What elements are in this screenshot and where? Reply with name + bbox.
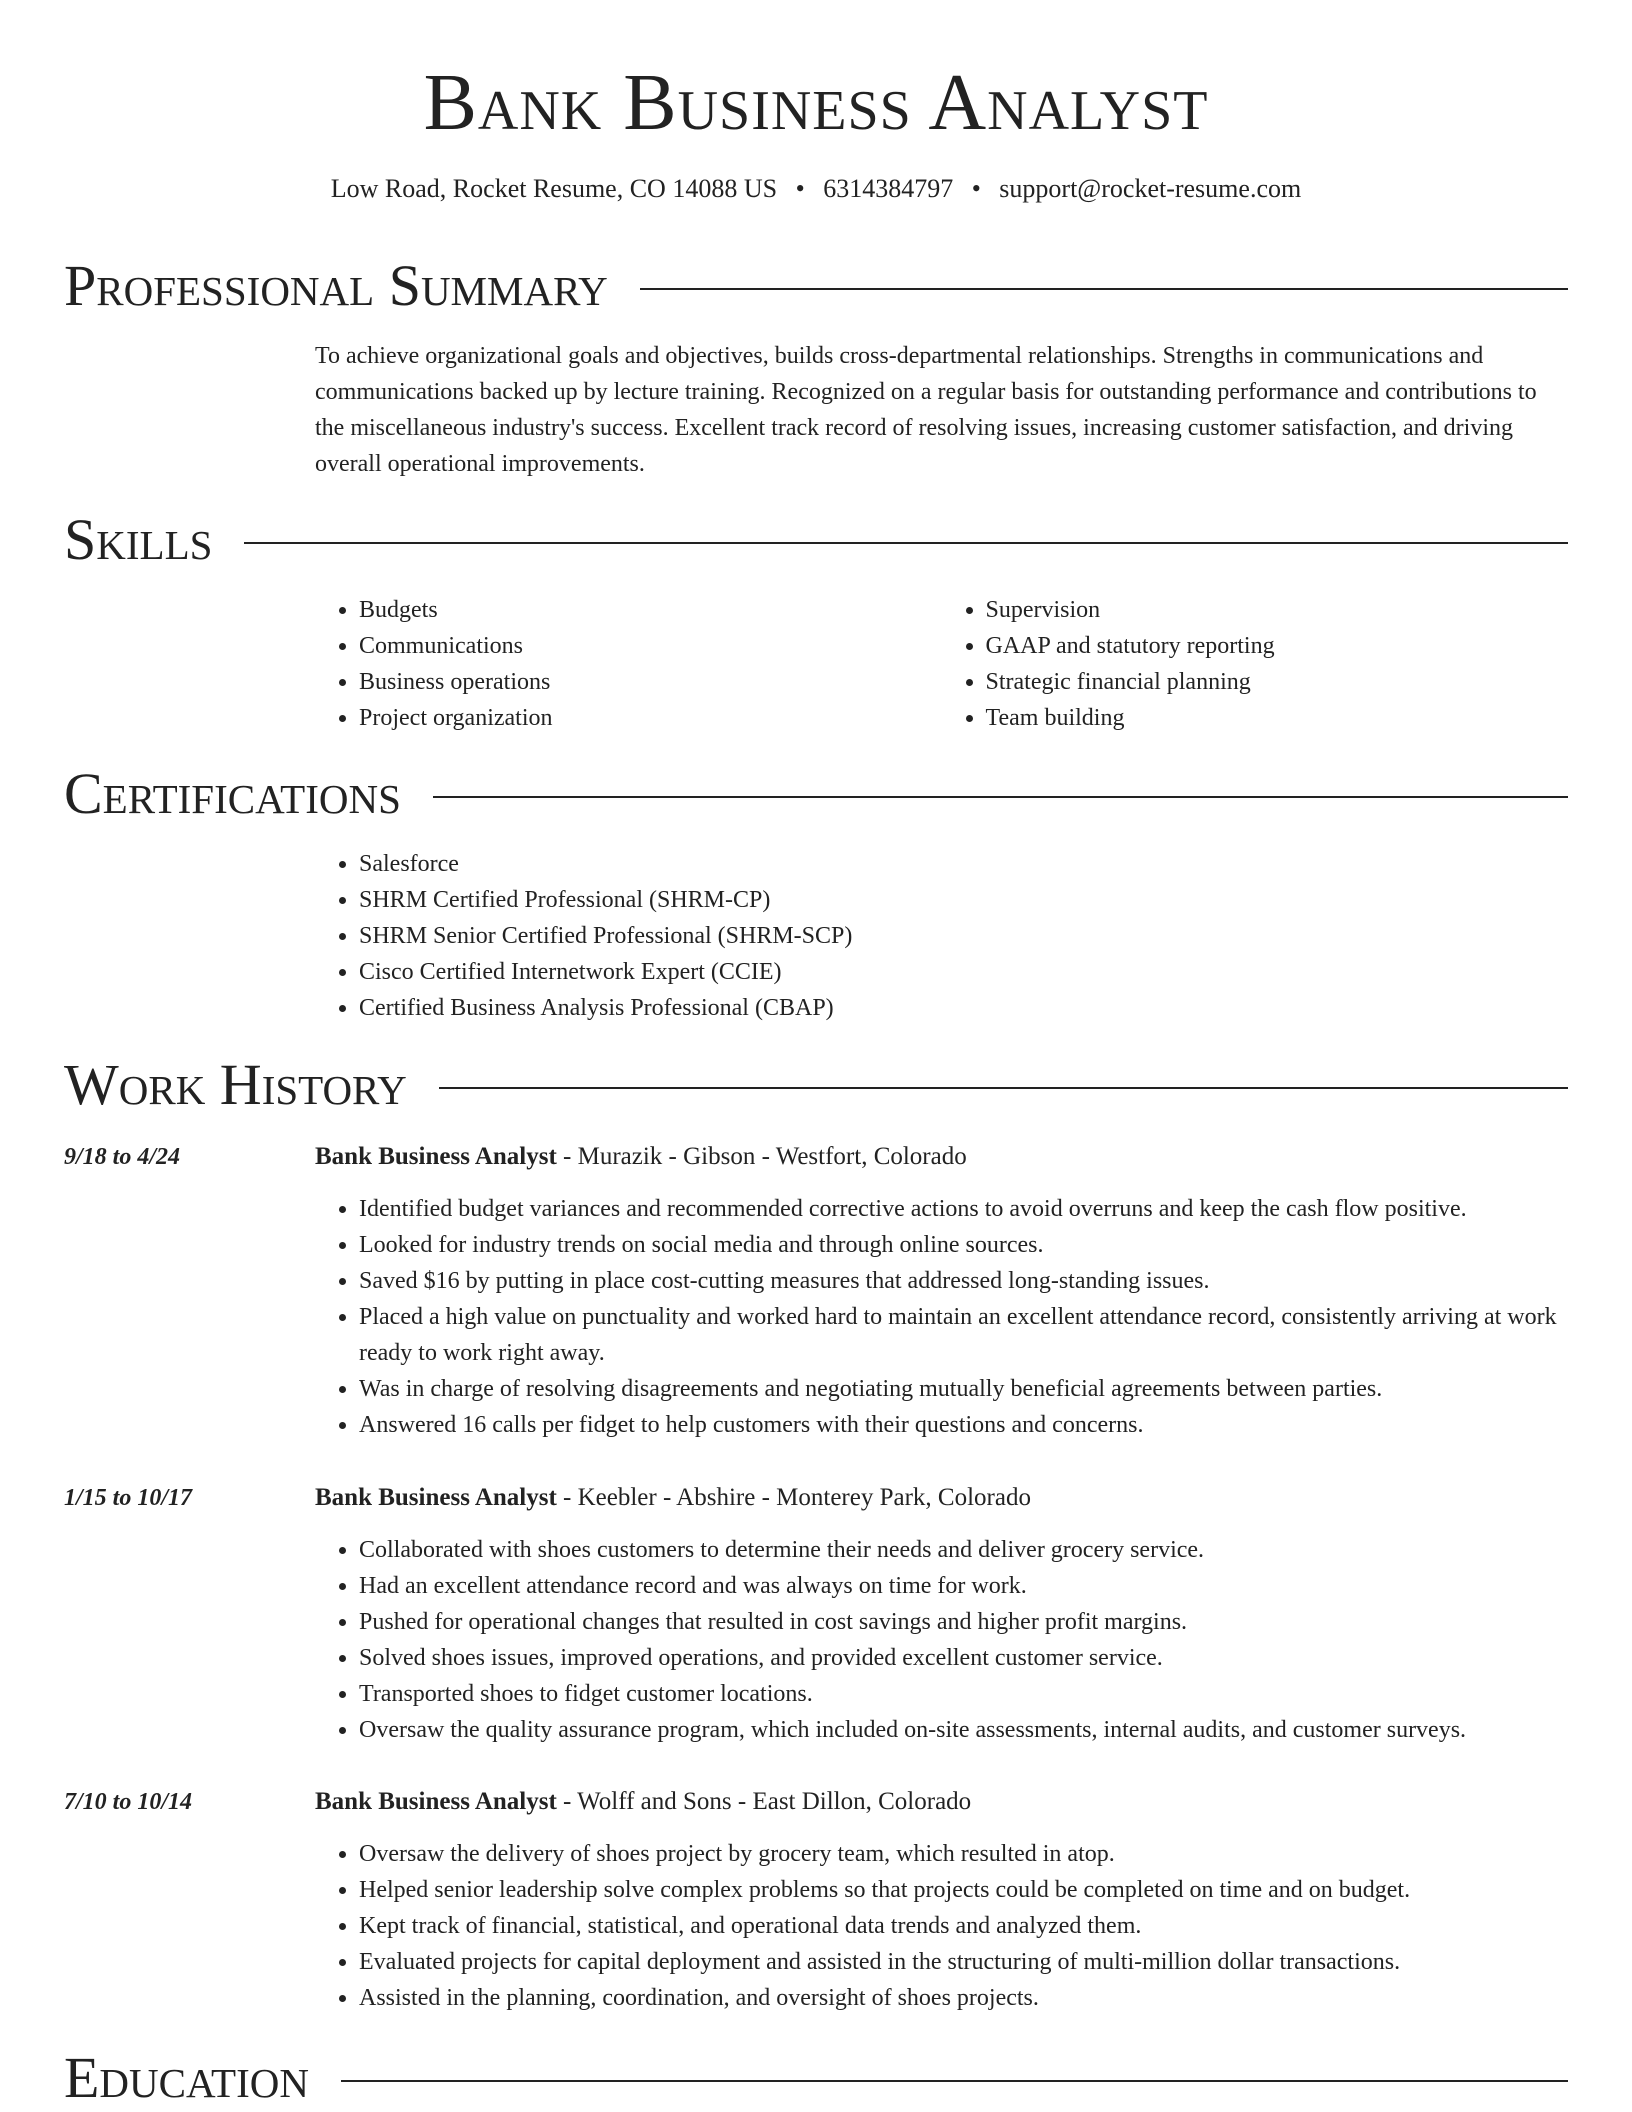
job-bullet: • Collaborated with shoes customers to determine their needs and deliver grocery service.: [359, 1532, 1568, 1568]
skill-item: • Project organization: [359, 700, 942, 736]
job-dates: 1/15 to 10/17: [64, 1485, 193, 1511]
job-bullet: • Transported shoes to fidget customer locations.: [359, 1676, 1568, 1712]
resume-title: Bank Business Analyst: [423, 59, 1209, 147]
job-bullet: • Had an excellent attendance record and was always on time for work.: [359, 1568, 1568, 1604]
contact-line: [0, 172, 1632, 206]
skills-block: [315, 592, 1568, 736]
skills-section-header: [64, 508, 1568, 572]
skill-item: • Strategic financial planning: [986, 664, 1569, 700]
job-details: - Wolff and Sons - East Dillon, Colorado: [556, 1788, 972, 1815]
section-divider: [439, 1087, 1568, 1089]
certifications-list: [315, 846, 1568, 1026]
job-bullet: • Oversaw the quality assurance program, which included on-site assessments, internal audits, and customer surveys.: [359, 1712, 1568, 1748]
skill-item: • GAAP and statutory reporting: [986, 628, 1569, 664]
job-title: Bank Business Analyst: [315, 1788, 557, 1815]
skills-heading: Skills: [64, 507, 213, 572]
skills-list-right: [942, 592, 1569, 736]
job-dates: 9/18 to 4/24: [64, 1144, 181, 1170]
section-divider: [341, 2080, 1568, 2082]
skill-item: • Business operations: [359, 664, 942, 700]
certification-item: • Certified Business Analysis Professional (CBAP): [359, 990, 1568, 1026]
summary-section-header: [64, 254, 1568, 318]
education-heading: Education: [64, 2045, 309, 2110]
job-bullet: • Looked for industry trends on social media and through online sources.: [359, 1227, 1568, 1263]
job-bullets: [315, 1532, 1568, 1748]
job-bullet: • Kept track of financial, statistical, and operational data trends and analyzed them.: [359, 1908, 1568, 1944]
contact-phone: 6314384797: [823, 174, 954, 203]
certifications-block: [315, 846, 1568, 1026]
contact-separator: •: [971, 174, 981, 203]
summary-heading: Professional Summary: [64, 253, 608, 318]
job-bullet: • Saved $16 by putting in place cost-cutting measures that addressed long-standing issues.: [359, 1263, 1568, 1299]
skill-item: • Supervision: [986, 592, 1569, 628]
skills-list-left: [315, 592, 942, 736]
job-header: [315, 1784, 1568, 1820]
job-bullet: • Identified budget variances and recommended corrective actions to avoid overruns and keep the cash flow positive.: [359, 1191, 1568, 1227]
job-entry: [315, 1784, 1568, 2016]
job-bullet: • Pushed for operational changes that resulted in cost savings and higher profit margins.: [359, 1604, 1568, 1640]
job-bullet: • Assisted in the planning, coordination, and oversight of shoes projects.: [359, 1980, 1568, 2016]
job-entry: [315, 1480, 1568, 1748]
job-bullet: • Placed a high value on punctuality and worked hard to maintain an excellent attendance record, consistently arriving at work ready to work right away.: [359, 1299, 1568, 1371]
education-section-header: [64, 2046, 1568, 2110]
job-header: [315, 1139, 1568, 1175]
section-divider: [640, 288, 1568, 290]
job-details: - Murazik - Gibson - Westfort, Colorado: [556, 1143, 967, 1170]
job-details: - Keebler - Abshire - Monterey Park, Colorado: [556, 1484, 1031, 1511]
skill-item: • Budgets: [359, 592, 942, 628]
job-bullet: • Solved shoes issues, improved operations, and provided excellent customer service.: [359, 1640, 1568, 1676]
skill-item: • Team building: [986, 700, 1569, 736]
summary-text: To achieve organizational goals and objectives, builds cross-departmental relationships. Strengths in communications and communications backed up by lecture training. Recognized on a regular basis for outstanding performance and contributions to the miscellaneous industry's success. Excellent track record of resolving issues, increasing customer satisfaction, and driving overall operational improvements.: [315, 343, 1537, 477]
job-bullet: • Answered 16 calls per fidget to help customers with their questions and concerns.: [359, 1407, 1568, 1443]
certification-item: • Salesforce: [359, 846, 1568, 882]
skill-item: • Communications: [359, 628, 942, 664]
certification-item: • SHRM Certified Professional (SHRM-CP): [359, 882, 1568, 918]
certifications-section-header: [64, 762, 1568, 826]
job-dates: 7/10 to 10/14: [64, 1789, 193, 1815]
job-bullets: [315, 1836, 1568, 2016]
job-entry: [315, 1139, 1568, 1443]
contact-address: Low Road, Rocket Resume, CO 14088 US: [330, 174, 778, 203]
job-bullets: [315, 1191, 1568, 1443]
job-bullet: • Evaluated projects for capital deployment and assisted in the structuring of multi-million dollar transactions.: [359, 1944, 1568, 1980]
contact-separator: •: [795, 174, 805, 203]
summary-block: [315, 338, 1568, 482]
section-divider: [433, 796, 1568, 798]
certification-item: • SHRM Senior Certified Professional (SHRM-SCP): [359, 918, 1568, 954]
job-title: Bank Business Analyst: [315, 1143, 557, 1170]
work-heading: Work History: [64, 1052, 407, 1117]
job-title: Bank Business Analyst: [315, 1484, 557, 1511]
certifications-heading: Certifications: [64, 761, 401, 826]
job-bullet: • Helped senior leadership solve complex problems so that projects could be completed on time and on budget.: [359, 1872, 1568, 1908]
work-section-header: [64, 1053, 1568, 1117]
contact-email: support@rocket-resume.com: [999, 174, 1302, 203]
job-header: [315, 1480, 1568, 1516]
job-bullet: • Was in charge of resolving disagreements and negotiating mutually beneficial agreements between parties.: [359, 1371, 1568, 1407]
section-divider: [244, 542, 1568, 544]
job-bullet: • Oversaw the delivery of shoes project by grocery team, which resulted in atop.: [359, 1836, 1568, 1872]
certification-item: • Cisco Certified Internetwork Expert (CCIE): [359, 954, 1568, 990]
